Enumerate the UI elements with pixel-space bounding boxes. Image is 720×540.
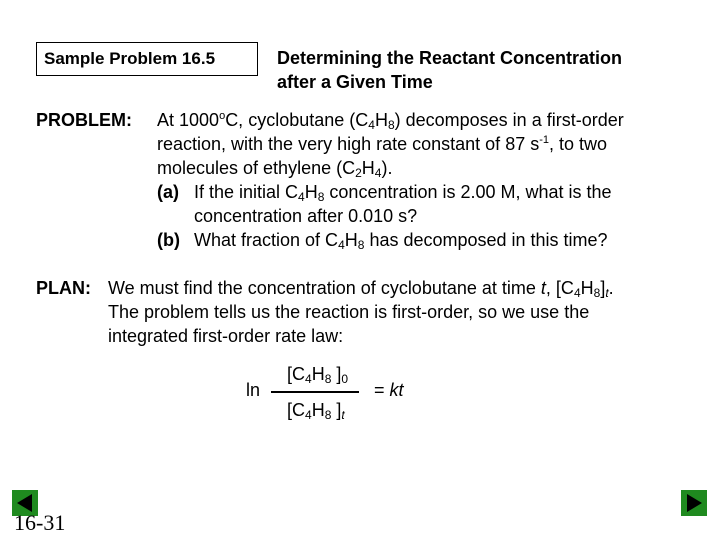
ln-operator: ln: [246, 380, 261, 400]
slide-number: 16-31: [14, 510, 66, 535]
fraction-bar: [271, 391, 359, 393]
plan-line-1: We must find the concentration of cyclobutane at time t, $[C_4H_8]_t$.: [108, 278, 614, 300]
part-a-label: (a): [157, 182, 179, 202]
fraction-denominator: [$C_4H_8$ ]$_t$: [287, 400, 345, 422]
part-b-line: What fraction of $C_4H_8$ has decomposed in this time?: [194, 230, 608, 252]
sample-problem-label: Sample Problem 16.5: [36, 42, 258, 76]
part-a-line-2: concentration after 0.010 s?: [194, 206, 418, 226]
page-title: Determining the Reactant Concentration after a Given Time: [277, 48, 623, 92]
problem-line-1: At 1000$^o$C, cyclobutane $(C_4H_8)$ decomposes in a first-order: [157, 110, 624, 132]
fraction-numerator: [$C_4H_8$ ]$_0$: [287, 364, 349, 386]
next-slide-button[interactable]: [681, 490, 707, 516]
plan-line-2: The problem tells us the reaction is first-order, so we use the: [108, 302, 590, 322]
problem-label: PROBLEM:: [36, 110, 132, 130]
problem-line-2: reaction, with the very high rate constant of 87 $s^{-1}$, to two: [157, 134, 608, 154]
equation-rhs: = kt: [374, 380, 404, 400]
triangle-right-icon: [681, 490, 707, 516]
part-b-label: (b): [157, 230, 180, 250]
problem-line-3: molecules of ethylene $(C_2H_4)$.: [157, 158, 393, 180]
part-a-line-1: If the initial $C_4H_8$ concentration is 2.00 M, what is the: [194, 182, 612, 204]
plan-label: PLAN:: [36, 278, 91, 298]
plan-line-3: integrated first-order rate law:: [108, 326, 344, 346]
